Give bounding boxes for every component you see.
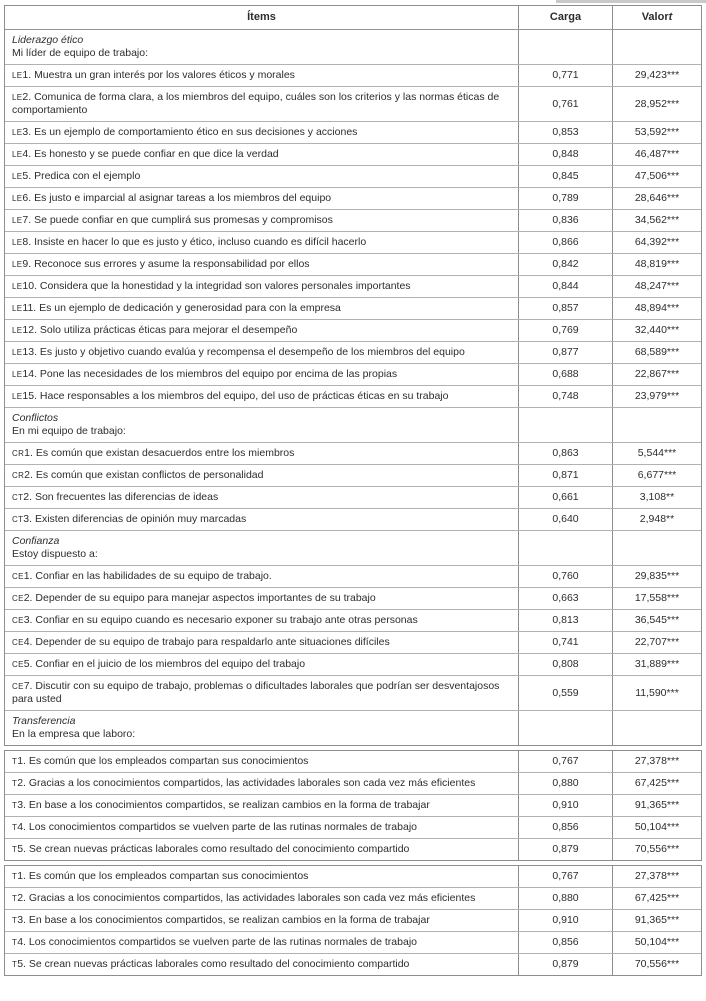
item-label: T2. Gracias a los conocimientos compartidos, las actividades laborales son cada vez más eficientes [12, 777, 476, 789]
section-subtitle: Mi líder de equipo de trabajo: [12, 47, 149, 59]
item-row [5, 794, 701, 816]
carga-value-cell: 0,559 [518, 676, 613, 710]
item-label: LE11. Es un ejemplo de dedicación y generosidad para con la empresa [12, 302, 341, 314]
item-row [5, 363, 701, 385]
item-row [5, 442, 701, 464]
carga-value-cell [518, 30, 613, 64]
carga-value-cell [518, 711, 613, 745]
item-label: LE10. Considera que la honestidad y la integridad son valores personales importantes [12, 280, 411, 292]
item-label: T2. Gracias a los conocimientos compartidos, las actividades laborales son cada vez más eficientes [12, 892, 476, 904]
carga-value-cell: 0,879 [518, 954, 613, 975]
item-prefix: T [12, 779, 18, 788]
item-prefix: T [12, 916, 18, 925]
item-label: CT2. Son frecuentes las diferencias de ideas [12, 491, 219, 503]
item-row [5, 909, 701, 931]
valor-t-value-cell: 68,589*** [634, 346, 680, 358]
item-row [5, 631, 701, 653]
section-cell [5, 711, 518, 745]
item-row [5, 565, 701, 587]
item-label: LE7. Se puede confiar en que cumplirá sus promesas y compromisos [12, 214, 333, 226]
item-prefix: T [12, 894, 18, 903]
item-prefix: CR [12, 449, 25, 458]
item-text-cell [5, 210, 518, 231]
item-prefix: CR [12, 471, 25, 480]
table-rows-main [5, 30, 701, 745]
item-label: LE6. Es justo e imparcial al asignar tareas a los miembros del equipo [12, 192, 332, 204]
item-row [5, 464, 701, 486]
item-row [5, 165, 701, 187]
valor-t-value-cell: 22,707*** [634, 636, 680, 648]
item-text-cell [5, 298, 518, 319]
item-text-cell [5, 144, 518, 165]
section-header-row [5, 530, 701, 565]
carga-value-cell: 0,880 [518, 773, 613, 794]
carga-value-cell: 0,910 [518, 795, 613, 816]
item-prefix: LE [12, 93, 23, 102]
item-prefix: T [12, 801, 18, 810]
item-text-cell [5, 751, 518, 772]
item-row [5, 816, 701, 838]
item-text-cell [5, 166, 518, 187]
item-row [5, 887, 701, 909]
valor-t-value-cell: 91,365*** [634, 799, 680, 811]
item-prefix: LE [12, 282, 23, 291]
item-prefix: LE [12, 326, 23, 335]
item-prefix: LE [12, 304, 23, 313]
item-row [5, 385, 701, 407]
item-prefix: CE [12, 594, 24, 603]
item-prefix: T [12, 845, 18, 854]
valor-t-value-cell: 91,365*** [634, 914, 680, 926]
item-prefix: LE [12, 71, 23, 80]
item-text-cell [5, 954, 518, 975]
item-prefix: T [12, 757, 18, 766]
item-label: T4. Los conocimientos compartidos se vuelven parte de las rutinas normales de trabajo [12, 936, 417, 948]
item-prefix: CE [12, 572, 24, 581]
carga-value-cell: 0,863 [518, 443, 613, 464]
table-block-transferencia [4, 750, 702, 861]
carga-value-cell: 0,910 [518, 910, 613, 931]
valor-t-value-cell: 29,423*** [634, 69, 680, 81]
valor-t-value-cell: 53,592*** [634, 126, 680, 138]
item-prefix: T [12, 823, 18, 832]
carga-value-cell: 0,767 [518, 751, 613, 772]
valor-t-value-cell: 48,819*** [634, 258, 680, 270]
valor-t-value-cell: 34,562*** [634, 214, 680, 226]
item-row [5, 772, 701, 794]
item-text-cell [5, 443, 518, 464]
item-prefix: CE [12, 682, 24, 691]
item-prefix: CE [12, 660, 24, 669]
item-text-cell [5, 888, 518, 909]
item-text-cell [5, 910, 518, 931]
item-text-cell [5, 566, 518, 587]
valor-t-value-cell: 28,952*** [634, 97, 680, 110]
valor-t-value-cell: 2,948** [639, 513, 675, 525]
item-text-cell [5, 87, 518, 121]
valor-t-value-cell: 47,506*** [634, 170, 680, 182]
valor-t-value-cell: 46,487*** [634, 148, 680, 160]
item-label: LE1. Muestra un gran interés por los valores éticos y morales [12, 69, 295, 81]
item-text-cell [5, 795, 518, 816]
item-row [5, 143, 701, 165]
item-text-cell [5, 386, 518, 407]
table-rows-transferencia [5, 751, 701, 860]
item-prefix: LE [12, 150, 23, 159]
item-label: LE15. Hace responsables a los miembros del equipo, del uso de prácticas éticas en su trabajo [12, 390, 449, 402]
item-label: T1. Es común que los empleados compartan sus conocimientos [12, 755, 309, 767]
item-label: CE7. Discutir con su equipo de trabajo, problemas o dificultades laborales que podrían ser desventajosos para usted [12, 680, 500, 705]
section-title: Conflictos [12, 412, 59, 424]
carga-value-cell: 0,857 [518, 298, 613, 319]
item-label: LE12. Solo utiliza prácticas éticas para mejorar el desempeño [12, 324, 298, 336]
item-text-cell [5, 320, 518, 341]
item-text-cell [5, 588, 518, 609]
item-label: LE2. Comunica de forma clara, a los miembros del equipo, cuáles son los criterios y las normas éticas de comportamiento [12, 91, 500, 116]
valor-t-value-cell: 27,378*** [634, 755, 680, 767]
item-prefix: LE [12, 194, 23, 203]
valor-t-value-cell: 27,378*** [634, 870, 680, 882]
section-cell [5, 408, 518, 442]
carga-value-cell: 0,813 [518, 610, 613, 631]
item-label: LE9. Reconoce sus errores y asume la responsabilidad por ellos [12, 258, 310, 270]
item-row [5, 609, 701, 631]
carga-value-cell: 0,688 [518, 364, 613, 385]
item-row [5, 486, 701, 508]
carga-value-cell: 0,879 [518, 839, 613, 860]
item-row [5, 931, 701, 953]
valor-t-italic: t [668, 11, 673, 23]
item-label: T1. Es común que los empleados compartan sus conocimientos [12, 870, 309, 882]
item-label: T3. En base a los conocimientos compartidos, se realizan cambios en la forma de trabajar [12, 799, 430, 811]
valor-t-value-cell [613, 711, 701, 745]
item-text-cell [5, 65, 518, 86]
item-prefix: LE [12, 392, 23, 401]
section-title: Confianza [12, 535, 60, 547]
carga-value-cell: 0,808 [518, 654, 613, 675]
item-text-cell [5, 276, 518, 297]
valor-label: Valor [641, 11, 669, 23]
valor-t-value-cell: 50,104*** [634, 821, 680, 833]
valor-t-value-cell [613, 408, 701, 442]
valor-t-value-cell: 48,894*** [634, 302, 680, 314]
item-row [5, 231, 701, 253]
item-prefix: CT [12, 515, 24, 524]
item-label: CE5. Confiar en el juicio de los miembros del equipo del trabajo [12, 658, 306, 670]
item-label: LE5. Predica con el ejemplo [12, 170, 141, 182]
column-header-valor-t [613, 6, 701, 29]
item-text-cell [5, 817, 518, 838]
section-cell [5, 531, 518, 565]
item-row [5, 86, 701, 121]
item-prefix: LE [12, 238, 23, 247]
column-header-carga: Carga [518, 6, 613, 29]
item-text-cell [5, 487, 518, 508]
carga-value-cell: 0,760 [518, 566, 613, 587]
valor-t-value-cell: 64,392*** [634, 236, 680, 248]
item-text-cell [5, 364, 518, 385]
item-text-cell [5, 232, 518, 253]
table-block-transferencia-repeat [4, 865, 702, 976]
item-prefix: LE [12, 260, 23, 269]
item-prefix: LE [12, 216, 23, 225]
item-text-cell [5, 610, 518, 631]
item-row [5, 297, 701, 319]
item-label: CR2. Es común que existan conflictos de personalidad [12, 469, 264, 481]
section-header-row [5, 710, 701, 745]
item-text-cell [5, 676, 518, 710]
item-label: T5. Se crean nuevas prácticas laborales como resultado del conocimiento compartido [12, 843, 410, 855]
item-prefix: T [12, 960, 18, 969]
item-row [5, 209, 701, 231]
carga-value-cell: 0,661 [518, 487, 613, 508]
valor-t-value-cell: 50,104*** [634, 936, 680, 948]
item-text-cell [5, 654, 518, 675]
carga-value-cell: 0,853 [518, 122, 613, 143]
item-row [5, 953, 701, 975]
valor-t-value-cell [613, 30, 701, 64]
section-subtitle: En la empresa que laboro: [12, 728, 136, 740]
item-row [5, 121, 701, 143]
item-prefix: LE [12, 348, 23, 357]
item-text-cell [5, 465, 518, 486]
item-prefix: CT [12, 493, 24, 502]
section-header-row [5, 407, 701, 442]
item-text-cell [5, 866, 518, 887]
item-row [5, 253, 701, 275]
item-label: T5. Se crean nuevas prácticas laborales como resultado del conocimiento compartido [12, 958, 410, 970]
valor-t-value-cell: 11,590*** [635, 686, 679, 699]
item-label: LE14. Pone las necesidades de los miembros del equipo por encima de las propias [12, 368, 398, 380]
section-cell [5, 30, 518, 64]
item-row [5, 587, 701, 609]
carga-value-cell: 0,769 [518, 320, 613, 341]
item-text-cell [5, 509, 518, 530]
valor-t-value-cell [613, 531, 701, 565]
item-prefix: LE [12, 172, 23, 181]
carga-value-cell [518, 408, 613, 442]
valor-t-value-cell: 67,425*** [634, 892, 680, 904]
carga-value-cell: 0,761 [518, 87, 613, 121]
item-label: LE4. Es honesto y se puede confiar en que dice la verdad [12, 148, 279, 160]
carga-value-cell: 0,741 [518, 632, 613, 653]
section-header-row [5, 30, 701, 64]
item-row [5, 64, 701, 86]
valor-t-value-cell: 17,558*** [634, 592, 680, 604]
item-prefix: T [12, 872, 18, 881]
carga-value-cell: 0,640 [518, 509, 613, 530]
item-label: CR1. Es común que existan desacuerdos entre los miembros [12, 447, 295, 459]
valor-t-value-cell: 36,545*** [634, 614, 680, 626]
valor-t-value-cell: 3,108** [639, 491, 675, 503]
item-text-cell [5, 632, 518, 653]
item-prefix: CE [12, 616, 24, 625]
section-subtitle: En mi equipo de trabajo: [12, 425, 126, 437]
item-label: CT3. Existen diferencias de opinión muy marcadas [12, 513, 247, 525]
item-prefix: T [12, 938, 18, 947]
carga-value-cell: 0,877 [518, 342, 613, 363]
item-text-cell [5, 773, 518, 794]
valor-t-value-cell: 31,889*** [634, 658, 680, 670]
item-row [5, 187, 701, 209]
carga-value-cell: 0,856 [518, 932, 613, 953]
table-block-main [4, 5, 702, 746]
carga-value-cell: 0,866 [518, 232, 613, 253]
item-label: CE1. Confiar en las habilidades de su equipo de trabajo. [12, 570, 272, 582]
section-title: Liderazgo ético [12, 34, 84, 46]
item-label: CE4. Depender de su equipo de trabajo para respaldarlo ante situaciones difíciles [12, 636, 390, 648]
valor-t-value-cell: 70,556*** [634, 843, 680, 855]
item-prefix: CE [12, 638, 24, 647]
valor-t-value-cell: 28,646*** [634, 192, 680, 204]
valor-t-value-cell: 6,677*** [637, 469, 677, 481]
item-prefix: LE [12, 370, 23, 379]
valor-t-value-cell: 29,835*** [634, 570, 680, 582]
carga-value-cell: 0,836 [518, 210, 613, 231]
carga-value-cell: 0,767 [518, 866, 613, 887]
carga-value-cell: 0,848 [518, 144, 613, 165]
carga-value-cell: 0,771 [518, 65, 613, 86]
carga-value-cell: 0,748 [518, 386, 613, 407]
item-label: LE3. Es un ejemplo de comportamiento ético en sus decisiones y acciones [12, 126, 358, 138]
item-text-cell [5, 839, 518, 860]
carga-value-cell: 0,842 [518, 254, 613, 275]
item-row [5, 866, 701, 887]
carga-value-cell: 0,844 [518, 276, 613, 297]
item-text-cell [5, 122, 518, 143]
item-row [5, 838, 701, 860]
carga-value-cell [518, 531, 613, 565]
item-row [5, 675, 701, 710]
item-text-cell [5, 932, 518, 953]
item-row [5, 508, 701, 530]
item-text-cell [5, 342, 518, 363]
valor-t-value-cell: 70,556*** [634, 958, 680, 970]
scan-artifact-strip [556, 0, 706, 3]
valor-t-value-cell: 23,979*** [634, 390, 680, 402]
measurement-items-table [4, 5, 702, 976]
column-header-items: Ítems [247, 11, 276, 23]
valor-t-value-cell: 67,425*** [634, 777, 680, 789]
item-text-cell [5, 254, 518, 275]
item-label: T4. Los conocimientos compartidos se vuelven parte de las rutinas normales de trabajo [12, 821, 417, 833]
carga-value-cell: 0,663 [518, 588, 613, 609]
carga-value-cell: 0,880 [518, 888, 613, 909]
item-label: LE13. Es justo y objetivo cuando evalúa y recompensa el desempeño de los miembros del equipo [12, 346, 465, 358]
item-row [5, 319, 701, 341]
valor-t-value-cell: 32,440*** [634, 324, 680, 336]
item-label: T3. En base a los conocimientos compartidos, se realizan cambios en la forma de trabajar [12, 914, 430, 926]
item-label: LE8. Insiste en hacer lo que es justo y ético, incluso cuando es difícil hacerlo [12, 236, 367, 248]
table-rows-transferencia-repeat [5, 866, 701, 975]
carga-value-cell: 0,856 [518, 817, 613, 838]
carga-value-cell: 0,789 [518, 188, 613, 209]
item-row [5, 275, 701, 297]
item-label: CE3. Confiar en su equipo cuando es necesario exponer su trabajo ante otras personas [12, 614, 418, 626]
carga-value-cell: 0,871 [518, 465, 613, 486]
item-row [5, 751, 701, 772]
table-header-row [5, 6, 701, 30]
item-label: CE2. Depender de su equipo para manejar aspectos importantes de su trabajo [12, 592, 376, 604]
item-row [5, 341, 701, 363]
section-title: Transferencia [12, 715, 76, 727]
valor-t-value-cell: 48,247*** [634, 280, 680, 292]
carga-value-cell: 0,845 [518, 166, 613, 187]
item-text-cell [5, 188, 518, 209]
section-subtitle: Estoy dispuesto a: [12, 548, 98, 560]
valor-t-value-cell: 22,867*** [634, 368, 680, 380]
item-prefix: LE [12, 128, 23, 137]
item-row [5, 653, 701, 675]
valor-t-value-cell: 5,544*** [637, 447, 677, 459]
